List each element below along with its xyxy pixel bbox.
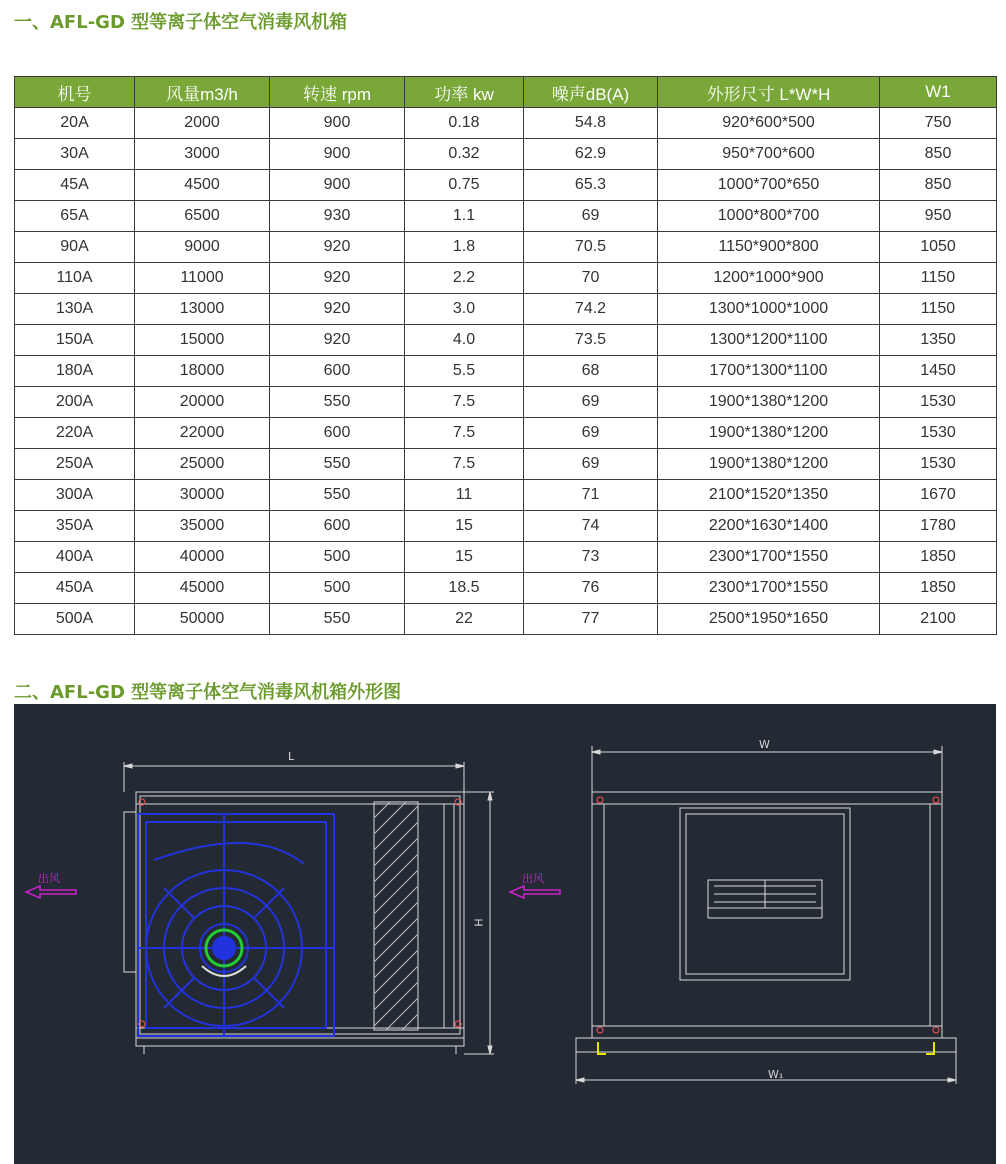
cell-noise: 76: [524, 573, 658, 604]
cell-dimensions: 1300*1200*1100: [658, 325, 880, 356]
cell-power: 0.32: [405, 139, 524, 170]
cell-dimensions: 950*700*600: [658, 139, 880, 170]
cell-airflow: 4500: [135, 170, 270, 201]
cell-power: 4.0: [405, 325, 524, 356]
cell-w1: 1530: [880, 387, 997, 418]
cell-airflow: 30000: [135, 480, 270, 511]
spec-table: [14, 76, 997, 635]
table-row: [15, 356, 997, 387]
cell-speed: 500: [270, 542, 405, 573]
header-airflow: 风量m3/h: [135, 77, 270, 108]
cell-airflow: 2000: [135, 108, 270, 139]
header-speed: 转速 rpm: [270, 77, 405, 108]
cell-w1: 1530: [880, 418, 997, 449]
cell-speed: 920: [270, 294, 405, 325]
cell-airflow: 45000: [135, 573, 270, 604]
cell-w1: 1150: [880, 263, 997, 294]
cell-power: 18.5: [405, 573, 524, 604]
header-w1: W1: [880, 77, 997, 108]
cell-airflow: 22000: [135, 418, 270, 449]
cell-airflow: 50000: [135, 604, 270, 635]
header-model: 机号: [15, 77, 135, 108]
cell-airflow: 9000: [135, 232, 270, 263]
cell-w1: 850: [880, 139, 997, 170]
cell-speed: 900: [270, 170, 405, 201]
cell-noise: 74.2: [524, 294, 658, 325]
table-row: [15, 449, 997, 480]
table-row: [15, 170, 997, 201]
cell-noise: 69: [524, 201, 658, 232]
cell-speed: 920: [270, 263, 405, 294]
cell-speed: 600: [270, 356, 405, 387]
front-view: [576, 746, 956, 1084]
cell-speed: 900: [270, 108, 405, 139]
cell-speed: 550: [270, 387, 405, 418]
cell-dimensions: 2500*1950*1650: [658, 604, 880, 635]
front-width-label: W: [759, 738, 770, 751]
cell-noise: 73.5: [524, 325, 658, 356]
cell-model: 200A: [15, 387, 135, 418]
cell-airflow: 13000: [135, 294, 270, 325]
cell-power: 5.5: [405, 356, 524, 387]
cell-airflow: 40000: [135, 542, 270, 573]
cell-w1: 2100: [880, 604, 997, 635]
cell-power: 15: [405, 542, 524, 573]
cell-dimensions: 1900*1380*1200: [658, 418, 880, 449]
cell-dimensions: 2300*1700*1550: [658, 573, 880, 604]
cell-noise: 69: [524, 387, 658, 418]
cell-dimensions: 2100*1520*1350: [658, 480, 880, 511]
cell-model: 110A: [15, 263, 135, 294]
cell-power: 1.8: [405, 232, 524, 263]
table-row: [15, 325, 997, 356]
cell-power: 3.0: [405, 294, 524, 325]
cell-dimensions: 2300*1700*1550: [658, 542, 880, 573]
table-row: [15, 511, 997, 542]
cell-model: 500A: [15, 604, 135, 635]
cell-noise: 62.9: [524, 139, 658, 170]
section-title-spec-table: 一、AFL-GD 型等离子体空气消毒风机箱: [14, 12, 348, 33]
cell-speed: 900: [270, 139, 405, 170]
table-header-row: [15, 77, 997, 108]
cell-w1: 1150: [880, 294, 997, 325]
header-power: 功率 kw: [405, 77, 524, 108]
cell-model: 300A: [15, 480, 135, 511]
cell-noise: 71: [524, 480, 658, 511]
header-noise: 噪声dB(A): [524, 77, 658, 108]
cell-w1: 1450: [880, 356, 997, 387]
cell-airflow: 35000: [135, 511, 270, 542]
cell-w1: 1530: [880, 449, 997, 480]
cell-airflow: 18000: [135, 356, 270, 387]
cell-airflow: 3000: [135, 139, 270, 170]
outline-drawing: [14, 704, 996, 1164]
table-row: [15, 294, 997, 325]
cell-power: 2.2: [405, 263, 524, 294]
cell-power: 15: [405, 511, 524, 542]
cell-speed: 930: [270, 201, 405, 232]
cell-noise: 65.3: [524, 170, 658, 201]
cell-power: 1.1: [405, 201, 524, 232]
table-row: [15, 573, 997, 604]
table-row: [15, 604, 997, 635]
cell-dimensions: 1000*700*650: [658, 170, 880, 201]
table-row: [15, 542, 997, 573]
cell-noise: 73: [524, 542, 658, 573]
cell-noise: 68: [524, 356, 658, 387]
table-row: [15, 201, 997, 232]
cell-w1: 850: [880, 170, 997, 201]
cell-w1: 1850: [880, 542, 997, 573]
side-airflow-label: 出风: [38, 872, 60, 885]
cell-model: 350A: [15, 511, 135, 542]
cell-dimensions: 1900*1380*1200: [658, 387, 880, 418]
cell-model: 220A: [15, 418, 135, 449]
side-length-label: L: [288, 750, 295, 763]
cell-model: 150A: [15, 325, 135, 356]
table-row: [15, 480, 997, 511]
cell-noise: 54.8: [524, 108, 658, 139]
cell-power: 7.5: [405, 387, 524, 418]
cell-dimensions: 1000*800*700: [658, 201, 880, 232]
cell-power: 7.5: [405, 449, 524, 480]
cell-speed: 600: [270, 511, 405, 542]
cell-airflow: 15000: [135, 325, 270, 356]
cell-speed: 600: [270, 418, 405, 449]
side-height-label: H: [471, 918, 485, 927]
cell-dimensions: 1900*1380*1200: [658, 449, 880, 480]
front-airflow-label: 出风: [522, 872, 544, 885]
cell-noise: 69: [524, 418, 658, 449]
table-row: [15, 387, 997, 418]
cell-model: 20A: [15, 108, 135, 139]
cell-speed: 920: [270, 325, 405, 356]
cell-speed: 550: [270, 480, 405, 511]
table-row: [15, 232, 997, 263]
cell-dimensions: 920*600*500: [658, 108, 880, 139]
cell-model: 180A: [15, 356, 135, 387]
cell-w1: 950: [880, 201, 997, 232]
cell-w1: 1780: [880, 511, 997, 542]
cell-power: 7.5: [405, 418, 524, 449]
cell-power: 0.18: [405, 108, 524, 139]
cell-model: 400A: [15, 542, 135, 573]
cell-w1: 1850: [880, 573, 997, 604]
cell-dimensions: 1150*900*800: [658, 232, 880, 263]
cell-noise: 70: [524, 263, 658, 294]
cell-dimensions: 1200*1000*900: [658, 263, 880, 294]
cell-w1: 1050: [880, 232, 997, 263]
cell-power: 0.75: [405, 170, 524, 201]
cell-model: 65A: [15, 201, 135, 232]
cell-dimensions: 2200*1630*1400: [658, 511, 880, 542]
cell-speed: 920: [270, 232, 405, 263]
cell-power: 22: [405, 604, 524, 635]
cell-w1: 1670: [880, 480, 997, 511]
table-row: [15, 418, 997, 449]
cell-model: 45A: [15, 170, 135, 201]
cell-w1: 1350: [880, 325, 997, 356]
cell-dimensions: 1700*1300*1100: [658, 356, 880, 387]
cell-noise: 74: [524, 511, 658, 542]
cell-airflow: 6500: [135, 201, 270, 232]
cell-model: 30A: [15, 139, 135, 170]
cell-model: 130A: [15, 294, 135, 325]
cell-airflow: 25000: [135, 449, 270, 480]
table-row: [15, 139, 997, 170]
cell-noise: 77: [524, 604, 658, 635]
cell-airflow: 11000: [135, 263, 270, 294]
cell-noise: 69: [524, 449, 658, 480]
section-title-drawing: 二、AFL-GD 型等离子体空气消毒风机箱外形图: [14, 682, 402, 703]
cell-model: 450A: [15, 573, 135, 604]
cell-speed: 500: [270, 573, 405, 604]
cell-noise: 70.5: [524, 232, 658, 263]
cell-power: 11: [405, 480, 524, 511]
cell-speed: 550: [270, 604, 405, 635]
cell-w1: 750: [880, 108, 997, 139]
cell-airflow: 20000: [135, 387, 270, 418]
table-row: [15, 263, 997, 294]
cell-model: 90A: [15, 232, 135, 263]
cell-speed: 550: [270, 449, 405, 480]
cell-model: 250A: [15, 449, 135, 480]
cell-dimensions: 1300*1000*1000: [658, 294, 880, 325]
front-base-width-label: W₁: [768, 1068, 784, 1081]
table-row: [15, 108, 997, 139]
header-dimensions: 外形尺寸 L*W*H: [658, 77, 880, 108]
